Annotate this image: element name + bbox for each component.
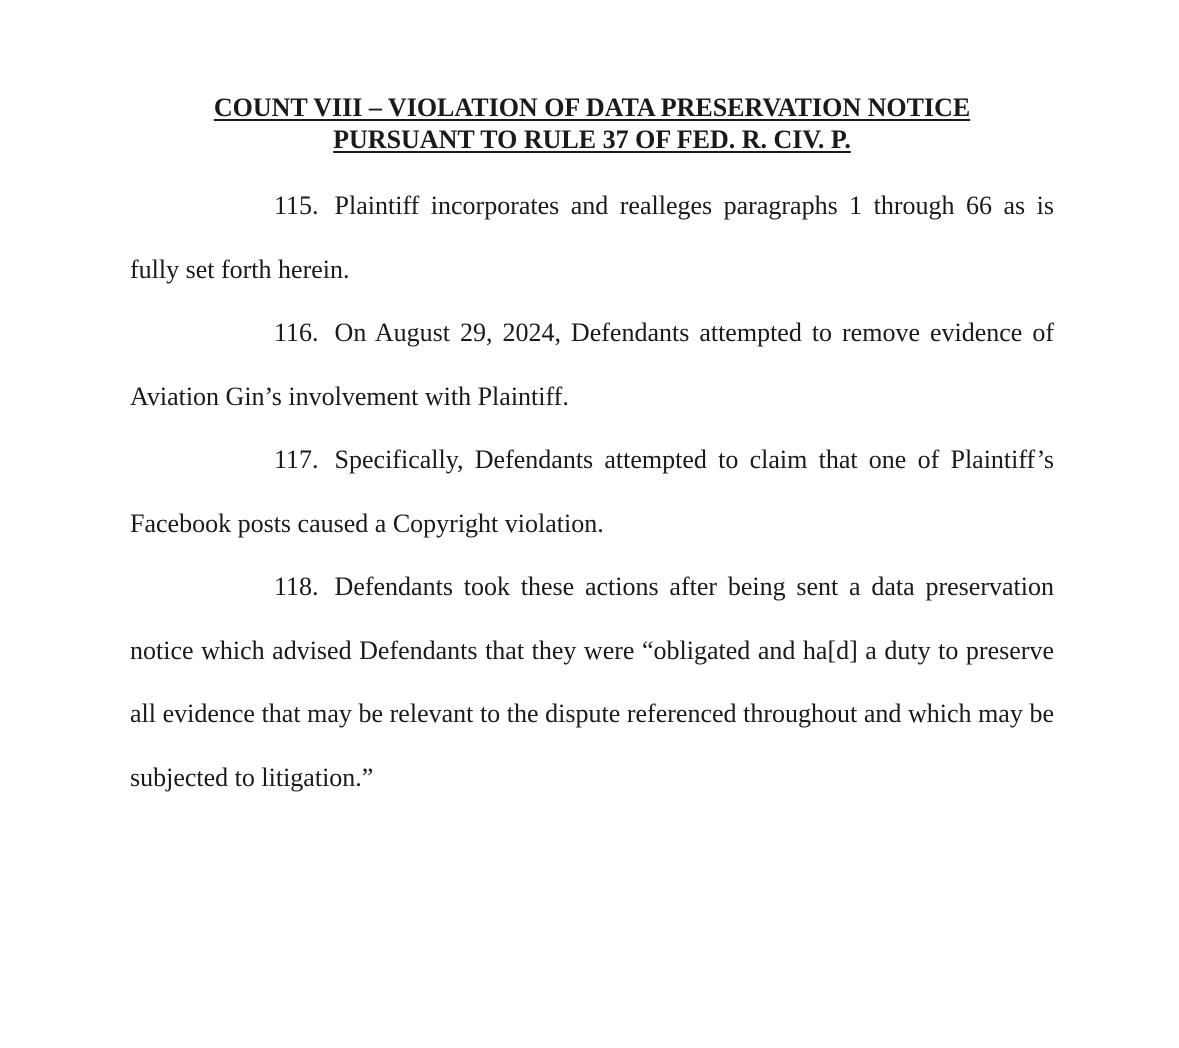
paragraph-text: Defendants took these actions after being sent a data preservation notice which advised Defendants that they were “obligated and ha[d] a duty to preserve all evidence that may be relevant to the dispute referenced throughout and which may be subjected to litigation.” [130, 572, 1054, 792]
paragraph-number: 116. [274, 318, 319, 347]
count-heading [130, 92, 1054, 156]
paragraph-118 [130, 555, 1054, 809]
document-body [130, 174, 1054, 809]
paragraph-number: 117. [274, 445, 319, 474]
heading-line-1: COUNT VIII – VIOLATION OF DATA PRESERVATION NOTICE [213, 93, 971, 122]
paragraph-115 [130, 174, 1054, 301]
paragraph-text: Plaintiff incorporates and realleges paragraphs 1 through 66 as is fully set forth herein. [130, 191, 1054, 284]
heading-line-2: PURSUANT TO RULE 37 OF FED. R. CIV. P. [333, 125, 851, 154]
paragraph-116 [130, 301, 1054, 428]
paragraph-117 [130, 428, 1054, 555]
paragraph-text: On August 29, 2024, Defendants attempted to remove evidence of Aviation Gin’s involvement with Plaintiff. [130, 318, 1054, 411]
paragraph-number: 118. [274, 572, 319, 601]
paragraph-number: 115. [274, 191, 319, 220]
paragraph-text: Specifically, Defendants attempted to claim that one of Plaintiff’s Facebook posts caused a Copyright violation. [130, 445, 1054, 538]
